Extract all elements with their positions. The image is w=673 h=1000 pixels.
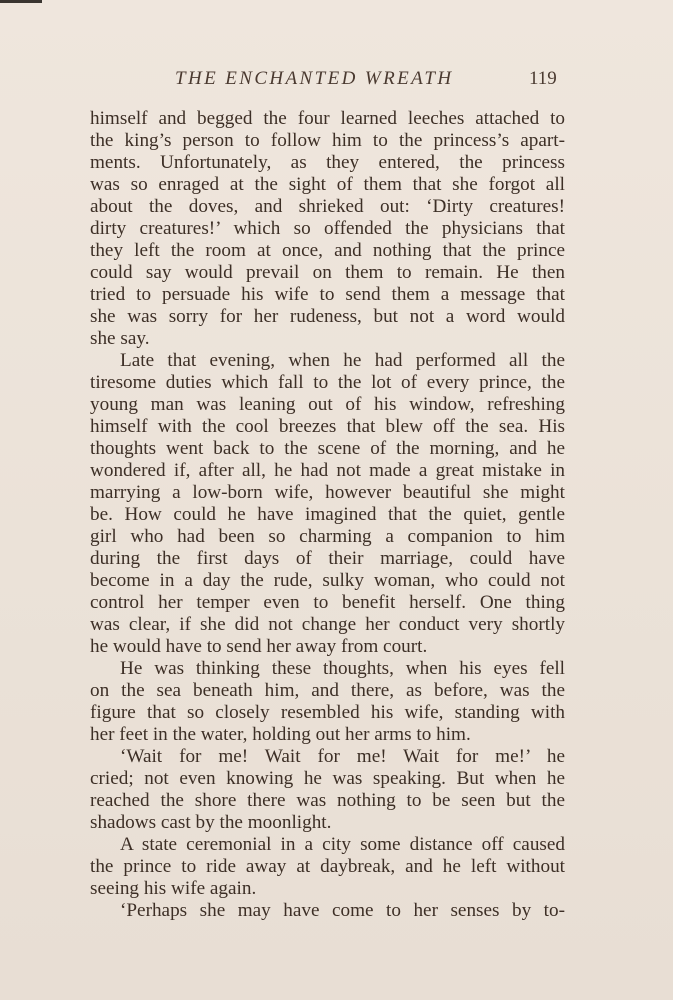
text-line: during the first days of their marriage, could have: [90, 548, 565, 569]
text-line: dirty creatures!’ which so offended the physicians that: [90, 218, 565, 239]
text-line: they left the room at once, and nothing that the prince: [90, 240, 565, 261]
running-title: THE ENCHANTED WREATH: [175, 68, 454, 89]
text-line: on the sea beneath him, and there, as before, was the: [90, 680, 565, 701]
text-line: ‘Wait for me! Wait for me! Wait for me!’ he: [120, 746, 565, 767]
text-line: her feet in the water, holding out her arms to him.: [90, 724, 471, 745]
text-line: marrying a low-born wife, however beautiful she might: [90, 482, 565, 503]
text-line: she was sorry for her rudeness, but not a word would: [90, 306, 565, 327]
text-line: He was thinking these thoughts, when his eyes fell: [120, 658, 565, 679]
text-line: be. How could he have imagined that the quiet, gentle: [90, 504, 565, 525]
text-line: the prince to ride away at daybreak, and he left without: [90, 856, 565, 877]
text-line: wondered if, after all, he had not made a great mistake in: [90, 460, 565, 481]
text-line: cried; not even knowing he was speaking. But when he: [90, 768, 565, 789]
text-line: the king’s person to follow him to the princess’s apart-: [90, 130, 565, 151]
text-line: young man was leaning out of his window, refreshing: [90, 394, 565, 415]
text-line: ments. Unfortunately, as they entered, the princess: [90, 152, 565, 173]
page-number: 119: [529, 68, 557, 89]
text-line: shadows cast by the moonlight.: [90, 812, 332, 833]
scan-edge-mark: [0, 0, 42, 3]
running-head: [0, 66, 673, 102]
text-line: was clear, if she did not change her conduct very shortly: [90, 614, 565, 635]
body-text: [90, 108, 565, 922]
text-line: about the doves, and shrieked out: ‘Dirty creatures!: [90, 196, 565, 217]
text-line: A state ceremonial in a city some distance off caused: [120, 834, 565, 855]
text-line: himself and begged the four learned leeches attached to: [90, 108, 565, 129]
text-line: was so enraged at the sight of them that she forgot all: [90, 174, 565, 195]
text-line: tiresome duties which fall to the lot of every prince, the: [90, 372, 565, 393]
text-line: become in a day the rude, sulky woman, who could not: [90, 570, 565, 591]
text-line: figure that so closely resembled his wife, standing with: [90, 702, 565, 723]
text-line: girl who had been so charming a companion to him: [90, 526, 565, 547]
text-line: could say would prevail on them to remain. He then: [90, 262, 565, 283]
text-line: himself with the cool breezes that blew off the sea. His: [90, 416, 565, 437]
text-line: control her temper even to benefit herself. One thing: [90, 592, 565, 613]
text-line: seeing his wife again.: [90, 878, 257, 899]
text-line: she say.: [90, 328, 150, 349]
text-line: he would have to send her away from court.: [90, 636, 428, 657]
text-line: Late that evening, when he had performed all the: [120, 350, 565, 371]
text-line: reached the shore there was nothing to be seen but the: [90, 790, 565, 811]
text-line: ‘Perhaps she may have come to her senses by to-: [120, 900, 565, 921]
text-line: thoughts went back to the scene of the morning, and he: [90, 438, 565, 459]
text-line: tried to persuade his wife to send them a message that: [90, 284, 565, 305]
